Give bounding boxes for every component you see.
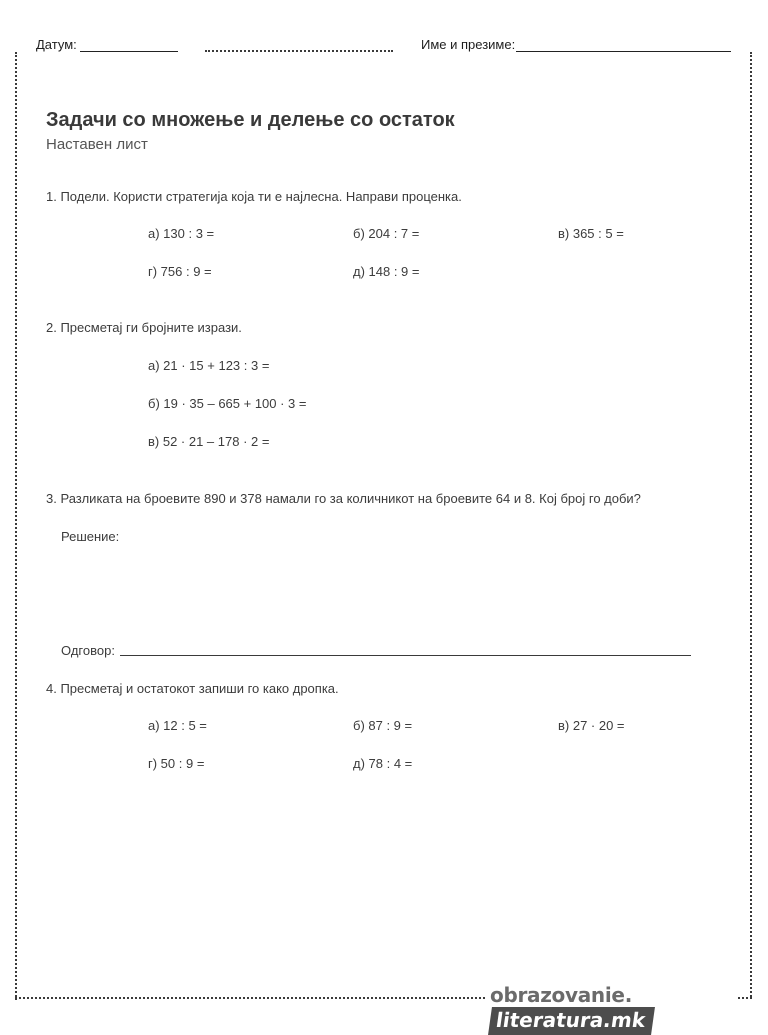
name-field[interactable] [516, 51, 731, 52]
site-logo [490, 983, 768, 1035]
top-dotted-divider [205, 50, 393, 52]
task2-item-b: б) 19 · 35 – 665 + 100 · 3 = [148, 396, 307, 411]
task3-solution-label: Решение: [61, 529, 120, 544]
task4-item-b: б) 87 : 9 = [353, 718, 413, 733]
logo-part1: obrazovanie. [490, 983, 632, 1007]
task1-item-v: в) 365 : 5 = [558, 226, 624, 241]
task3-answer-label: Одговор: [61, 643, 115, 658]
date-label: Датум: [36, 37, 77, 52]
task4-prompt: 4. Пресметај и остатокот запиши го како дропка. [46, 681, 339, 696]
date-field[interactable] [80, 51, 178, 52]
right-dotted-border [750, 52, 752, 997]
task1-item-b: б) 204 : 7 = [353, 226, 420, 241]
task2-prompt: 2. Пресметај ги бројните изрази. [46, 320, 242, 335]
bottom-dotted-border [15, 997, 485, 999]
task4-item-a: а) 12 : 5 = [148, 718, 207, 733]
task1-item-g: г) 756 : 9 = [148, 264, 212, 279]
task3-prompt: 3. Разликата на броевите 890 и 378 намали го за количникот на броевите 64 и 8. Кој број го доби? [46, 491, 641, 506]
task2-item-v: в) 52 · 21 – 178 · 2 = [148, 434, 270, 449]
name-label: Име и презиме: [421, 37, 516, 52]
task2-item-a: а) 21 · 15 + 123 : 3 = [148, 358, 270, 373]
task4-item-g: г) 50 : 9 = [148, 756, 205, 771]
task1-prompt: 1. Подели. Користи стратегија која ти е најлесна. Направи проценка. [46, 189, 462, 204]
task3-answer-line[interactable] [120, 655, 691, 656]
task4-item-d: д) 78 : 4 = [353, 756, 413, 771]
page-title: Задачи со множење и делење со остаток [46, 109, 455, 131]
task4-item-v: в) 27 · 20 = [558, 718, 625, 733]
left-dotted-border [15, 52, 17, 1000]
logo-part2: literatura.mk [488, 1007, 655, 1035]
task1-item-a: а) 130 : 3 = [148, 226, 215, 241]
page-subtitle: Наставен лист [46, 136, 148, 153]
task1-item-d: д) 148 : 9 = [353, 264, 420, 279]
